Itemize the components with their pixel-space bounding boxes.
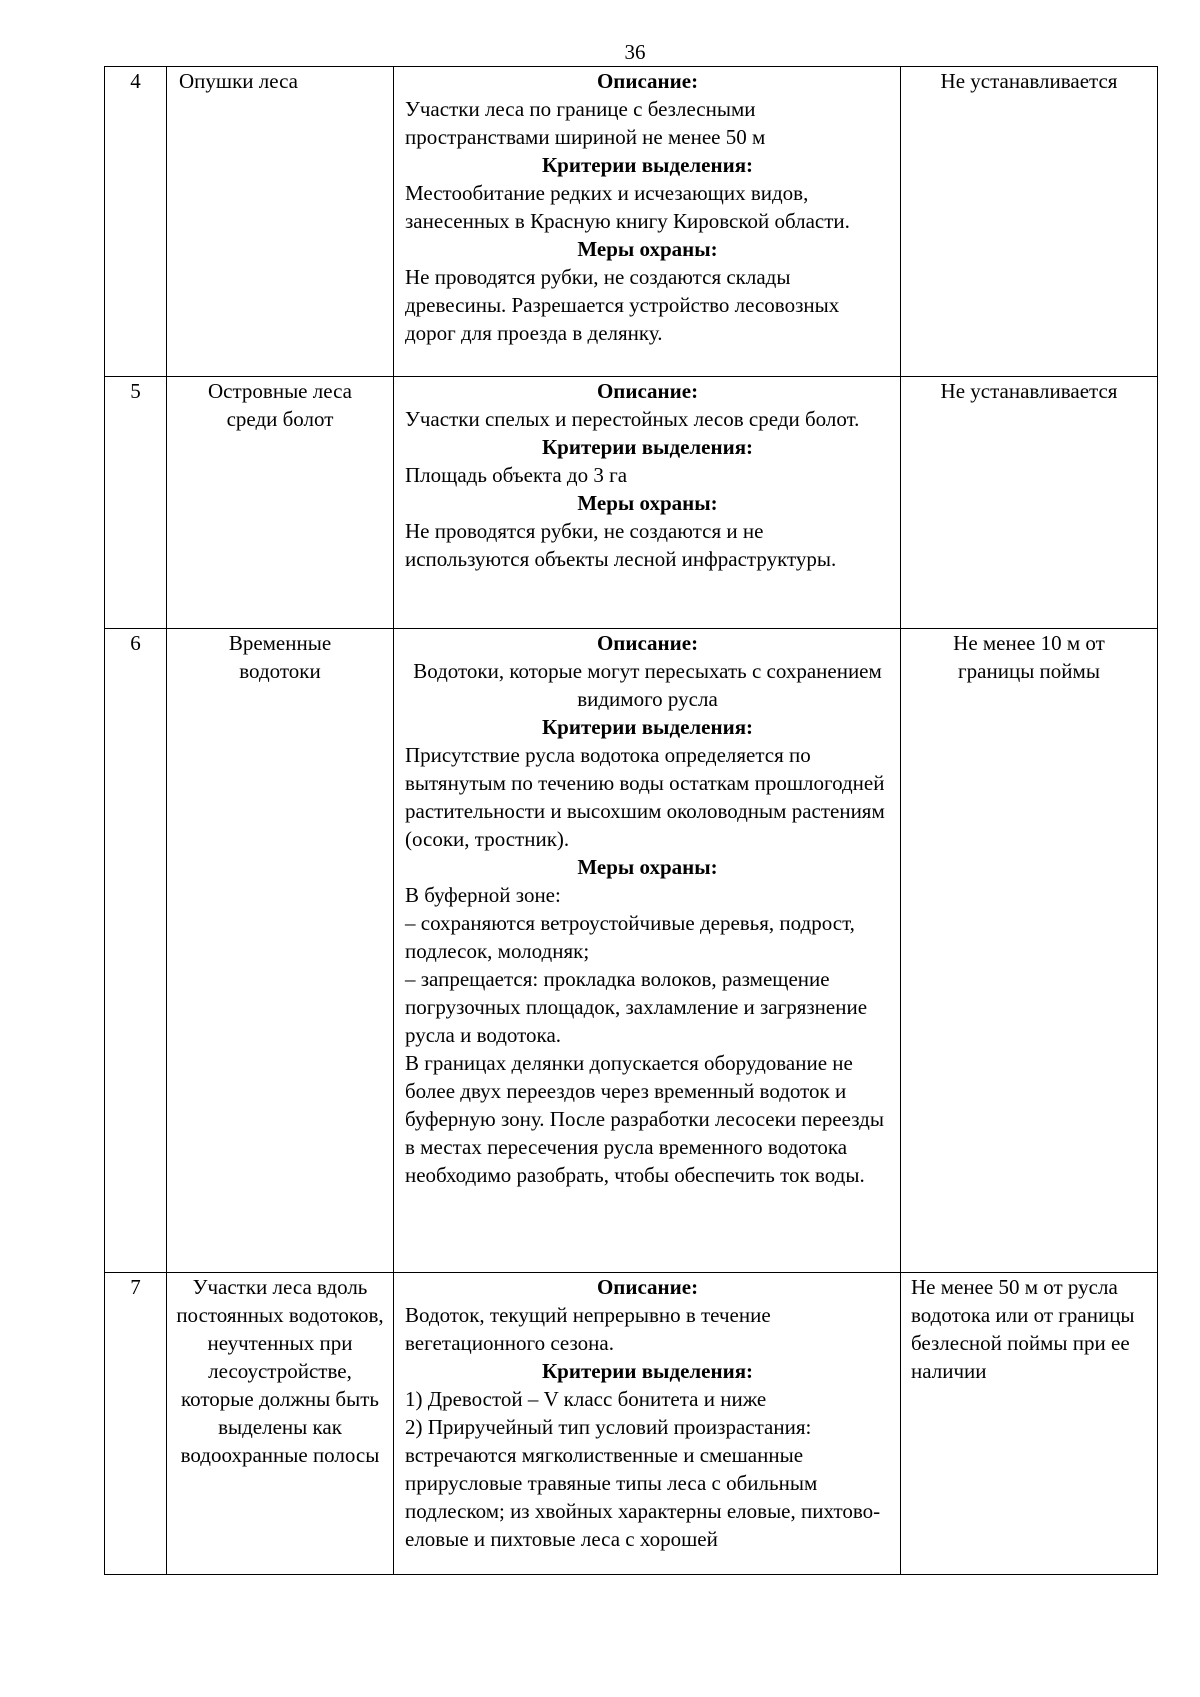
table-row: [105, 1273, 1158, 1575]
object-name: Временные водотоки: [167, 629, 394, 1273]
measures-extra: В границах делянки допускается оборудование не более двух переездов через временный водоток и буферную зону. После разработки лесосеки переезды в местах пересечения русла временного водотока необходимо разобрать, чтобы обеспечить ток воды.: [405, 1051, 884, 1187]
measures-item: – запрещается: прокладка волоков, размещение погрузочных площадок, захламление и загрязнение русла и водотока.: [405, 967, 868, 1047]
measures-intro: В буферной зоне:: [405, 883, 561, 907]
object-description: [394, 629, 901, 1273]
protected-areas-table: [104, 66, 1158, 1575]
description-text: Участки спелых и перестойных лесов среди болот.: [405, 407, 860, 431]
table-row: [105, 377, 1158, 629]
object-name: Участки леса вдоль постоянных водотоков, неучтенных при лесоустройстве, которые должны быть выделены как водоохранные полосы: [167, 1273, 394, 1575]
description-heading: Описание:: [596, 379, 699, 403]
description-text: Водоток, текущий непрерывно в течение вегетационного сезона.: [405, 1303, 771, 1355]
description-heading: Описание:: [596, 69, 699, 93]
measures-item: – сохраняются ветроустойчивые деревья, подрост, подлесок, молодняк;: [405, 911, 855, 963]
description-text: Участки леса по границе с безлесными пространствами шириной не менее 50 м: [405, 97, 766, 149]
description-heading: Описание:: [596, 631, 699, 655]
row-number: 4: [105, 67, 167, 377]
object-description: [394, 1273, 901, 1575]
row-number: 6: [105, 629, 167, 1273]
object-name: Островные леса среди болот: [167, 377, 394, 629]
criteria-heading: Критерии выделения:: [541, 715, 754, 739]
criteria-item: 1) Древостой – V класс бонитета и ниже: [405, 1387, 767, 1411]
table-row: [105, 67, 1158, 377]
row-number: 7: [105, 1273, 167, 1575]
criteria-heading: Критерии выделения:: [541, 435, 754, 459]
criteria-text: Местообитание редких и исчезающих видов, занесенных в Красную книгу Кировской области.: [405, 181, 850, 233]
measures-text: Не проводятся рубки, не создаются и не используются объекты лесной инфраструктуры.: [405, 519, 837, 571]
object-name: Опушки леса: [167, 67, 394, 377]
criteria-item: 2) Приручейный тип условий произрастания: встречаются мягколиственные и смешанные прирусловые травяные типы леса с обильным подлеском; из хвойных характерны еловые, пихтово-еловые и пихтовые леса с хорошей: [405, 1415, 881, 1551]
buffer-zone: Не устанавливается: [901, 67, 1158, 377]
object-description: [394, 67, 901, 377]
description-heading: Описание:: [596, 1275, 699, 1299]
criteria-text: Площадь объекта до 3 га: [405, 463, 628, 487]
table-row: [105, 629, 1158, 1273]
row-number: 5: [105, 377, 167, 629]
measures-heading: Меры охраны:: [577, 855, 718, 879]
buffer-zone: Не устанавливается: [901, 377, 1158, 629]
measures-heading: Меры охраны:: [577, 491, 718, 515]
buffer-zone: Не менее 50 м от русла водотока или от границы безлесной поймы при ее наличии: [901, 1273, 1158, 1575]
measures-heading: Меры охраны:: [577, 237, 718, 261]
criteria-heading: Критерии выделения:: [541, 153, 754, 177]
criteria-heading: Критерии выделения:: [541, 1359, 754, 1383]
page-number: 36: [624, 40, 646, 64]
measures-text: Не проводятся рубки, не создаются склады древесины. Разрешается устройство лесовозных дорог для проезда в делянку.: [405, 265, 840, 345]
object-description: [394, 377, 901, 629]
description-text: Водотоки, которые могут пересыхать с сохранением видимого русла: [413, 659, 882, 711]
buffer-zone: Не менее 10 м от границы поймы: [901, 629, 1158, 1273]
criteria-text: Присутствие русла водотока определяется по вытянутым по течению воды остаткам прошлогодней растительности и высохшим околоводным растениям (осоки, тростник).: [405, 743, 885, 851]
